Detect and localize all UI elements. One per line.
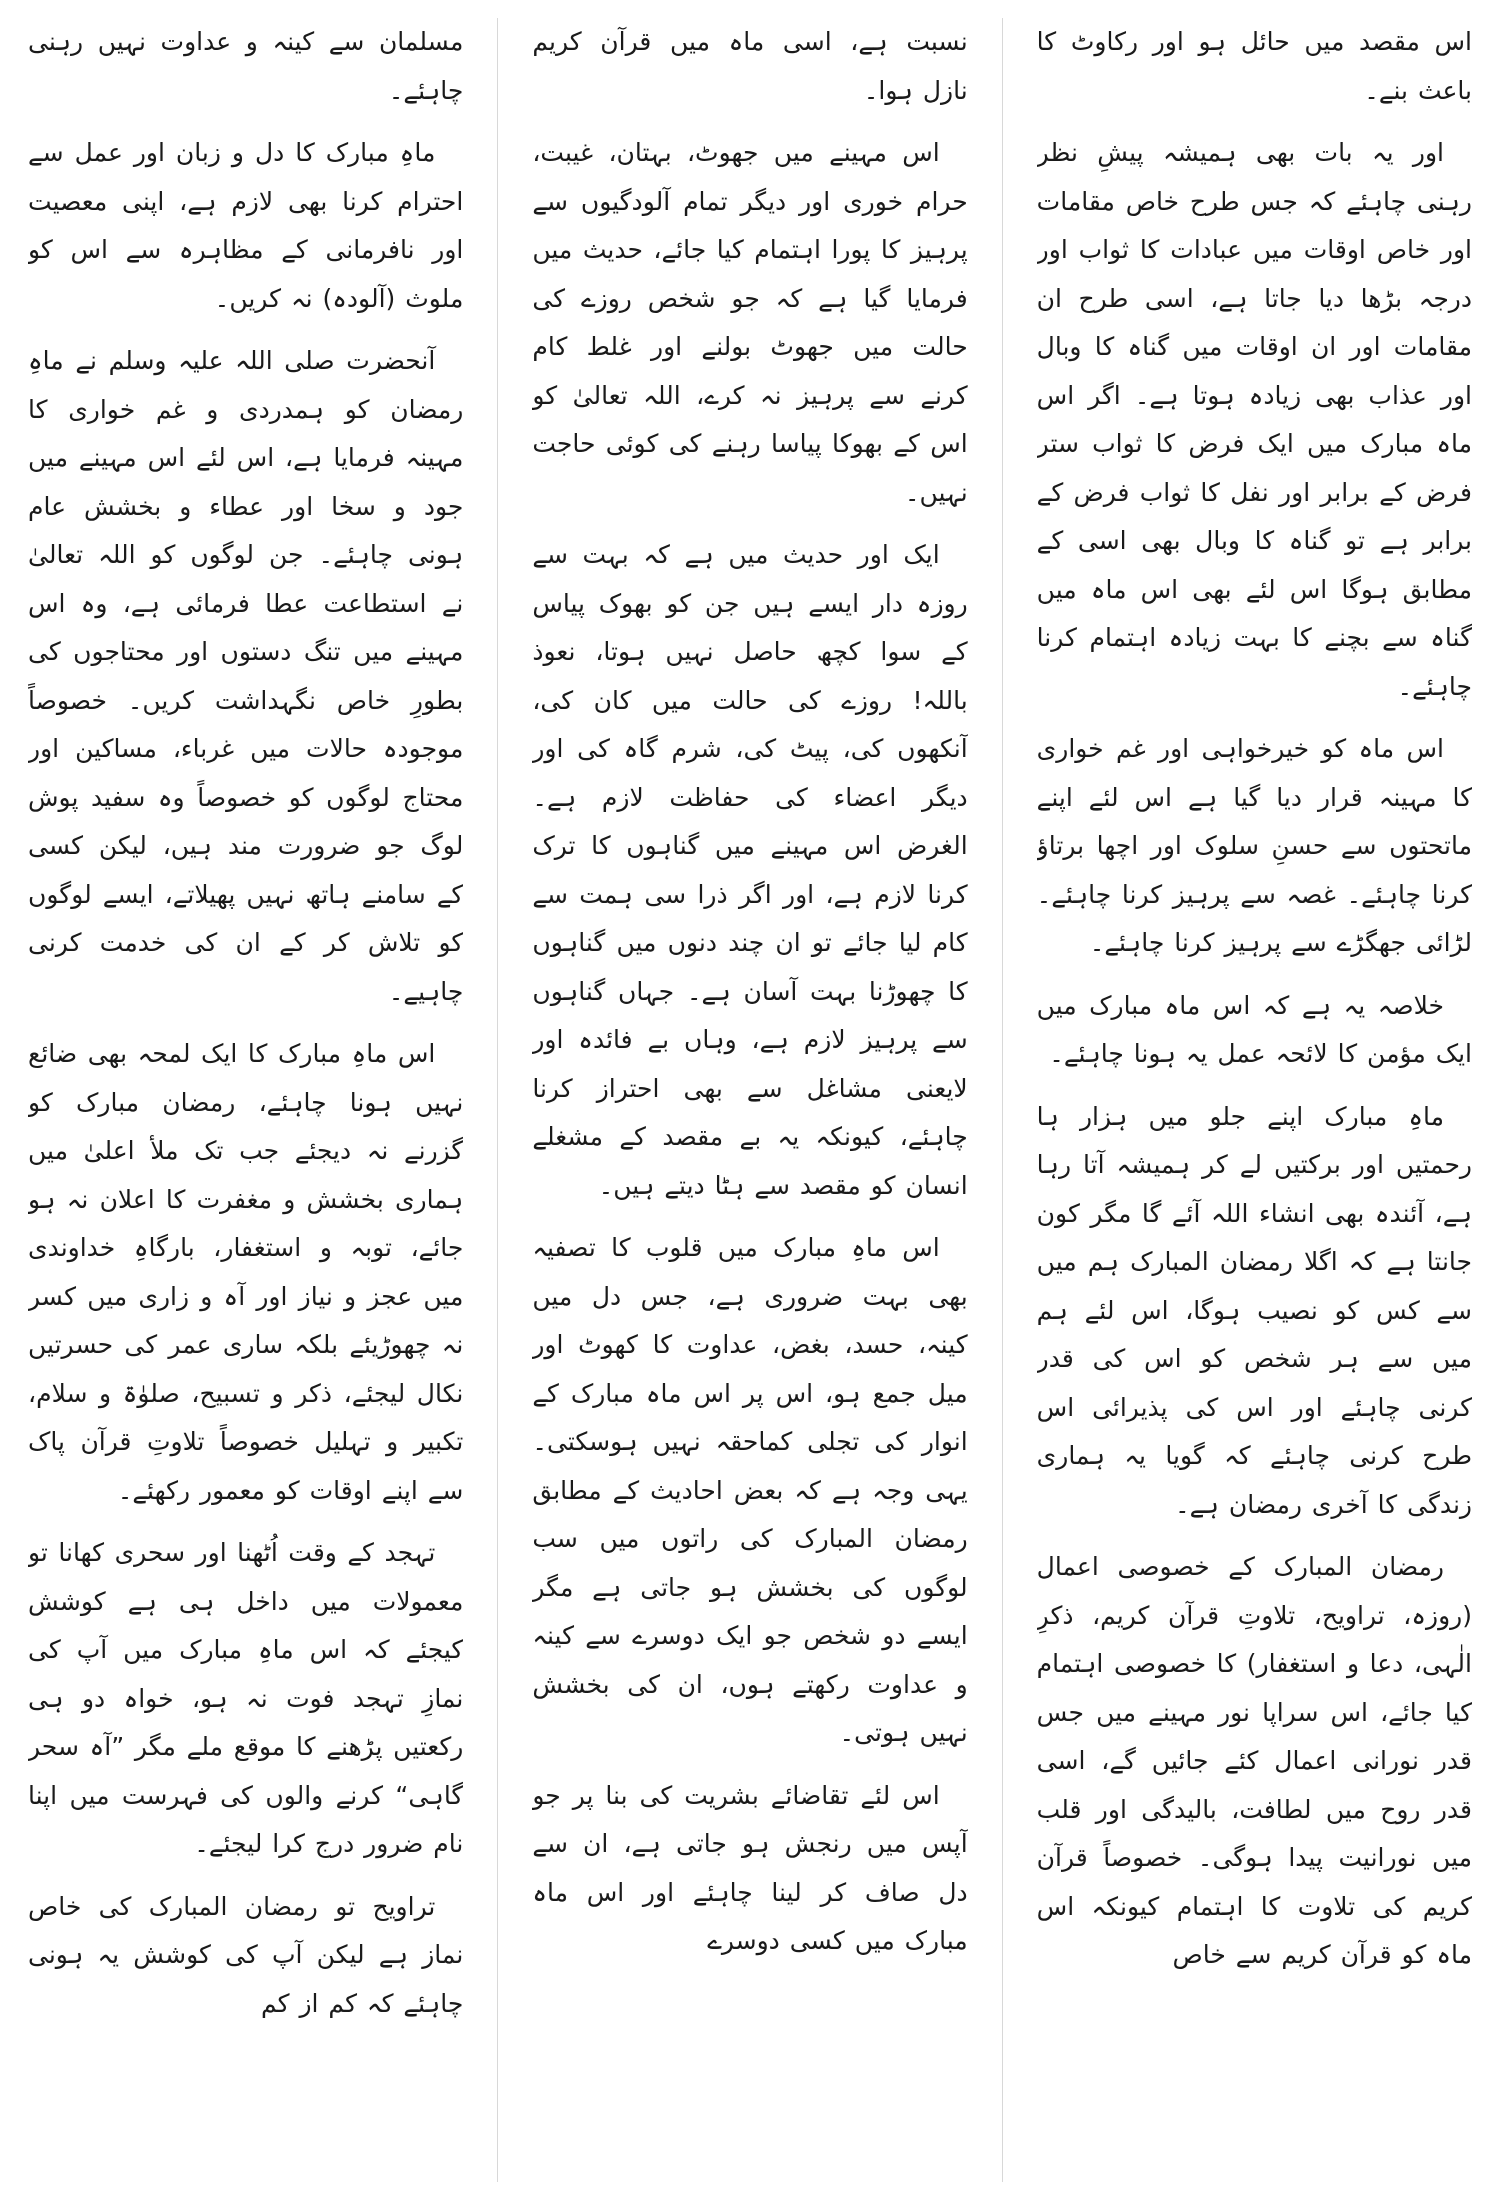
paragraph: رمضان المبارک کے خصوصی اعمال (روزہ، تراویح، تلاوتِ قرآن کریم، ذکرِ الٰہی، دعا و استغفار) کا خصوصی اہتمام کیا جائے، اس سراپا نور مہینے میں جس قدر نورانی اعمال کئے جائیں گے، اسی قدر روح میں لطافت، بالیدگی اور قلب میں نورانیت پیدا ہوگی۔ خصوصاً قرآن کریم کی تلاوت کا اہتمام کیونکہ اس ماہ کو قرآن کریم سے خاص [1036,1552,1472,1969]
paragraph: اس مہینے میں جھوٹ، بہتان، غیبت، حرام خوری اور دیگر تمام آلودگیوں سے پرہیز کا پورا اہتمام کیا جائے، حدیث میں فرمایا گیا ہے کہ جو شخص روزے کی حالت میں جھوٹ بولنے اور غلط کام کرنے سے پرہیز نہ کرے، اللہ تعالیٰ کو اس کے بھوکا پیاسا رہنے کی کوئی حاجت نہیں۔ [532,138,968,507]
column-divider [497,18,498,2182]
paragraph: نسبت ہے، اسی ماہ میں قرآن کریم نازل ہوا۔ [532,27,968,105]
paragraph: تہجد کے وقت اُٹھنا اور سحری کھانا تو معمولات میں داخل ہی ہے کوشش کیجئے کہ اس ماہِ مبارک میں آپ کی نمازِ تہجد فوت نہ ہو، خواہ دو ہی رکعتیں پڑھنے کا موقع ملے مگر ”آہ سحر گاہی“ کرنے والوں کی فہرست میں اپنا نام ضرور درج کرا لیجئے۔ [28,1538,464,1858]
column-left [28,18,463,2182]
paragraph: اور یہ بات بھی ہمیشہ پیشِ نظر رہنی چاہئے کہ جس طرح خاص مقامات اور خاص اوقات میں عبادات کا ثواب اور درجہ بڑھا دیا جاتا ہے، اسی طرح ان مقامات اور ان اوقات میں گناہ کا وبال اور عذاب بھی زیادہ ہوتا ہے۔ اگر اس ماہ مبارک میں ایک فرض کا ثواب ستر فرض کے برابر اور نفل کا ثواب فرض کے برابر ہے تو گناہ کا وبال بھی اسی کے مطابق ہوگا اس لئے بھی اس ماہ میں گناہ سے بچنے کا بہت زیادہ اہتمام کرنا چاہئے۔ [1036,138,1472,701]
paragraph: مسلمان سے کینہ و عداوت نہیں رہنی چاہئے۔ [28,27,464,105]
paragraph: اس ماہِ مبارک میں قلوب کا تصفیہ بھی بہت ضروری ہے، جس دل میں کینہ، حسد، بغض، عداوت کا کھوٹ اور میل جمع ہو، اس پر اس ماہ مبارک کے انوار کی تجلی کماحقہ نہیں ہوسکتی۔ یہی وجہ ہے کہ بعض احادیث کے مطابق رمضان المبارک کی راتوں میں سب لوگوں کی بخشش ہو جاتی ہے مگر ایسے دو شخص جو ایک دوسرے سے کینہ و عداوت رکھتے ہوں، ان کی بخشش نہیں ہوتی۔ [532,1233,968,1747]
column-divider [1002,18,1003,2182]
paragraph: تراویح تو رمضان المبارک کی خاص نماز ہے لیکن آپ کی کوشش یہ ہونی چاہئے کہ کم از کم [28,1891,464,2018]
paragraph: آنحضرت صلی اللہ علیہ وسلم نے ماہِ رمضان کو ہمدردی و غم خواری کا مہینہ فرمایا ہے، اس لئے اس مہینے میں جود و سخا اور عطاء و بخشش عام ہونی چاہئے۔ جن لوگوں کو اللہ تعالیٰ نے استطاعت عطا فرمائی ہے، وہ اس مہینے میں تنگ دستوں اور محتاجوں کی بطورِ خاص نگہداشت کریں۔ خصوصاً موجودہ حالات میں غرباء، مساکین اور محتاج لوگوں کو خصوصاً وہ سفید پوش لوگ جو ضرورت مند ہیں، لیکن کسی کے سامنے ہاتھ نہیں پھیلاتے، ایسے لوگوں کو تلاش کر کے ان کی خدمت کرنی چاہیے۔ [28,346,464,1006]
paragraph: ایک اور حدیث میں ہے کہ بہت سے روزہ دار ایسے ہیں جن کو بھوک پیاس کے سوا کچھ حاصل نہیں ہوتا، نعوذ باللہ! روزے کی حالت میں کان کی، آنکھوں کی، پیٹ کی، شرم گاہ کی اور دیگر اعضاء کی حفاظت لازم ہے۔ الغرض اس مہینے میں گناہوں کا ترک کرنا لازم ہے، اور اگر ذرا سی ہمت سے کام لیا جائے تو ان چند دنوں میں گناہوں کا چھوڑنا بہت آسان ہے۔ جہاں گناہوں سے پرہیز لازم ہے، وہاں بے فائدہ اور لایعنی مشاغل سے بھی احتراز کرنا چاہئے، کیونکہ یہ بے مقصد کے مشغلے انسان کو مقصد سے ہٹا دیتے ہیں۔ [532,540,968,1200]
newspaper-page [28,18,1472,2182]
paragraph: ماہِ مبارک کا دل و زبان اور عمل سے احترام کرنا بھی لازم ہے، اپنی معصیت اور نافرمانی کے مظاہرہ سے اس کو ملوث (آلودہ) نہ کریں۔ [28,138,464,313]
paragraph: اس مقصد میں حائل ہو اور رکاوٹ کا باعث بنے۔ [1036,27,1472,105]
paragraph: خلاصہ یہ ہے کہ اس ماہ مبارک میں ایک مؤمن کا لائحہ عمل یہ ہونا چاہئے۔ [1036,990,1472,1068]
paragraph: ماہِ مبارک اپنے جلو میں ہزار ہا رحمتیں اور برکتیں لے کر ہمیشہ آتا رہا ہے، آئندہ بھی انشاء اللہ آئے گا مگر کون جانتا ہے کہ اگلا رمضان المبارک ہم میں سے کس کو نصیب ہوگا، اس لئے ہم میں سے ہر شخص کو اس کی قدر کرنی چاہئے اور اس کی پذیرائی اس طرح کرنی چاہئے کہ گویا یہ ہماری زندگی کا آخری رمضان ہے۔ [1036,1101,1472,1519]
column-right [1037,18,1472,2182]
paragraph: اس ماہِ مبارک کا ایک لمحہ بھی ضائع نہیں ہونا چاہئے، رمضان مبارک کو گزرنے نہ دیجئے جب تک ملأ اعلیٰ میں ہماری بخشش و مغفرت کا اعلان نہ ہو جائے، توبہ و استغفار، بارگاہِ خداوندی میں عجز و نیاز اور آہ و زاری میں کسر نہ چھوڑیئے بلکہ ساری عمر کی حسرتیں نکال لیجئے، ذکر و تسبیح، صلوٰۃ و سلام، تکبیر و تہلیل خصوصاً تلاوتِ قرآن پاک سے اپنے اوقات کو معمور رکھئے۔ [28,1039,464,1505]
paragraph: اس لئے تقاضائے بشریت کی بنا پر جو آپس میں رنجش ہو جاتی ہے، ان سے دل صاف کر لینا چاہئے اور اس ماہ مبارک میں کسی دوسرے [532,1780,968,1955]
paragraph: اس ماہ کو خیرخواہی اور غم خواری کا مہینہ قرار دیا گیا ہے اس لئے اپنے ماتحتوں سے حسنِ سلوک اور اچھا برتاؤ کرنا چاہئے۔ غصہ سے پرہیز کرنا چاہئے۔ لڑائی جھگڑے سے پرہیز کرنا چاہئے۔ [1036,734,1472,957]
column-middle [532,18,967,2182]
